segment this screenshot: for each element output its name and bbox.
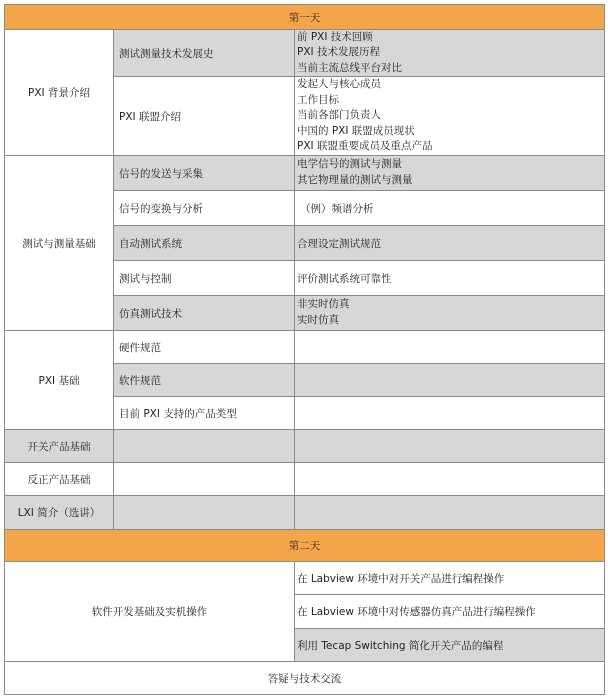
topic-cell	[114, 191, 295, 226]
qa-label: 答疑与技术交流	[267, 672, 342, 685]
details-cell	[295, 364, 605, 397]
section-test-measurement	[4, 156, 114, 331]
item-label: 在 Labview 环境中对传感器仿真产品进行编程操作	[297, 606, 536, 618]
day2-title: 第二天	[288, 540, 321, 552]
topic-label: 测试测量技术发展史	[119, 47, 214, 60]
day1-title: 第一天	[288, 11, 321, 24]
item-label: 利用 Tecap Switching 简化开关产品的编程	[297, 639, 504, 652]
details-cell	[295, 397, 605, 430]
detail-line: 非实时仿真	[297, 298, 350, 311]
details-cell	[295, 226, 605, 261]
section-label: 软件开发基础及实机操作	[91, 606, 208, 618]
details-cell	[295, 30, 605, 77]
section-software-dev	[4, 562, 295, 662]
detail-line: 合理设定测试规范	[297, 237, 381, 250]
topic-label: PXI 联盟介绍	[119, 110, 181, 123]
topic-cell	[114, 77, 295, 156]
topic-label: 硬件规范	[119, 341, 161, 354]
item-label: 在 Labview 环境中对开关产品进行编程操作	[297, 572, 505, 585]
detail-line: 其它物理量的测试与测量	[297, 174, 413, 186]
topic-label: 目前 PXI 支持的产品类型	[119, 407, 237, 420]
section-label: PXI 背景介绍	[28, 87, 90, 99]
topic-cell	[114, 261, 295, 296]
section-label: LXI 简介（选讲）	[17, 507, 101, 519]
topic-label: 软件规范	[119, 374, 161, 387]
item-cell	[295, 562, 605, 595]
section-product-basics	[4, 463, 114, 496]
details-cell	[295, 77, 605, 156]
topic-label: 仿真测试技术	[119, 307, 182, 320]
detail-line: PXI 技术发展历程	[297, 46, 380, 59]
topic-cell	[114, 296, 295, 331]
topic-cell	[114, 331, 295, 364]
section-switch-basics	[4, 430, 114, 463]
detail-line: （例）频谱分析	[300, 202, 374, 215]
day1-header	[4, 4, 605, 30]
section-label: 反正产品基础	[27, 473, 91, 486]
section-lxi-intro	[4, 496, 114, 530]
details-cell	[295, 496, 605, 530]
detail-line: 评价测试系统可靠性	[297, 272, 392, 285]
detail-line: PXI 联盟重要成员及重点产品	[297, 140, 433, 153]
topic-label: 自动测试系统	[119, 237, 182, 250]
details-cell	[295, 331, 605, 364]
section-pxi-background	[4, 30, 114, 156]
section-label: PXI 基础	[38, 374, 80, 387]
detail-line: 电学信号的测试与测量	[297, 158, 402, 171]
section-label: 测试与测量基础	[22, 237, 96, 250]
qa-row	[4, 662, 605, 695]
details-cell	[295, 430, 605, 463]
topic-label: 信号的变换与分析	[119, 202, 203, 215]
topic-cell	[114, 397, 295, 430]
details-cell	[295, 463, 605, 496]
detail-line: 工作目标	[297, 93, 339, 106]
item-cell	[295, 629, 605, 662]
section-label: 开关产品基础	[27, 440, 91, 453]
topic-cell	[114, 30, 295, 77]
detail-line: 当前各部门负责人	[297, 109, 381, 122]
item-cell	[295, 595, 605, 629]
detail-line: 实时仿真	[297, 314, 339, 326]
detail-line: 当前主流总线平台对比	[297, 61, 402, 74]
topic-label: 信号的发送与采集	[119, 167, 203, 180]
detail-line: 中国的 PXI 联盟成员现状	[297, 124, 415, 137]
details-cell	[295, 261, 605, 296]
day2-header	[4, 530, 605, 562]
training-schedule-table	[4, 4, 605, 695]
topic-label: 测试与控制	[119, 272, 172, 285]
section-pxi-basics	[4, 331, 114, 430]
detail-line: 发起人与核心成员	[297, 78, 381, 91]
details-cell	[295, 191, 605, 226]
topic-cell	[114, 364, 295, 397]
details-cell	[295, 156, 605, 191]
topic-cell	[114, 226, 295, 261]
detail-line: 前 PXI 技术回顾	[297, 30, 373, 43]
topic-cell	[114, 156, 295, 191]
topic-cell	[114, 430, 295, 463]
details-cell	[295, 296, 605, 331]
topic-cell	[114, 496, 295, 530]
topic-cell	[114, 463, 295, 496]
